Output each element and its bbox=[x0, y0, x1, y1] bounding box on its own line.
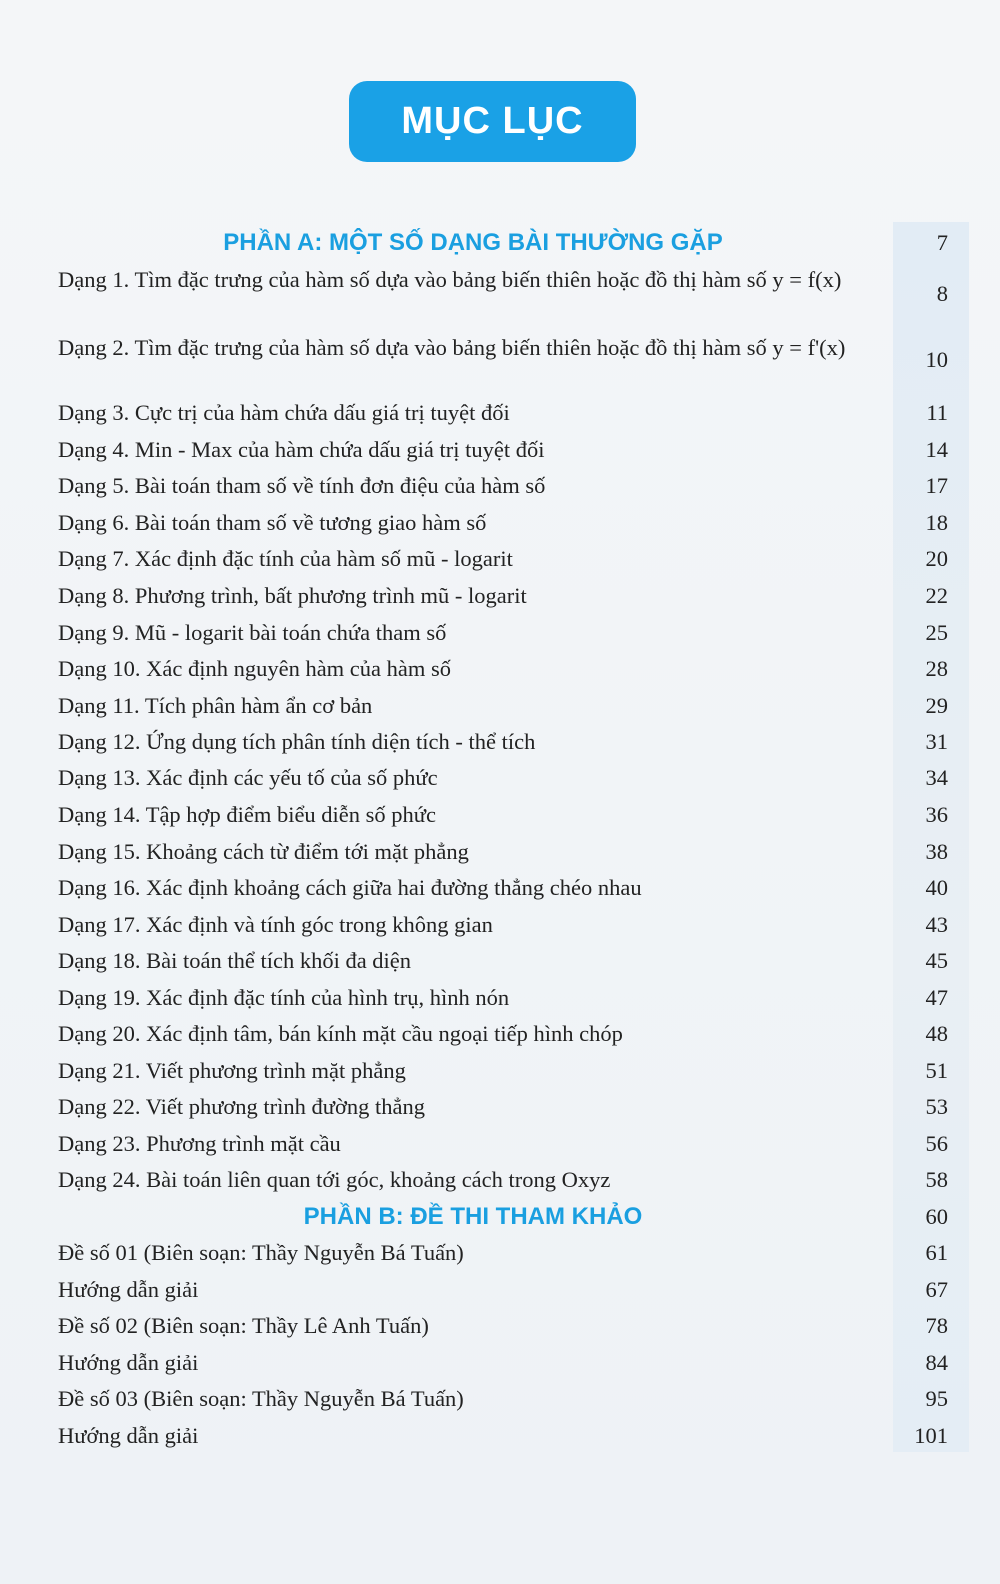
toc-entry-label: Dạng 13. Xác định các yếu tố của số phức bbox=[58, 765, 438, 790]
toc-entry-page: 14 bbox=[925, 437, 948, 462]
section-heading-page: 7 bbox=[936, 230, 948, 255]
toc-entry-page: 95 bbox=[925, 1386, 948, 1411]
toc-entry-page: 53 bbox=[925, 1094, 948, 1119]
toc-entry-label: Dạng 15. Khoảng cách từ điểm tới mặt phẳng bbox=[58, 839, 469, 864]
toc-entry-page: 17 bbox=[925, 473, 948, 498]
toc-entry-label: Dạng 14. Tập hợp điểm biểu diễn số phức bbox=[58, 802, 436, 827]
toc-entry[interactable] bbox=[58, 945, 948, 977]
toc-entry[interactable] bbox=[58, 1018, 948, 1050]
toc-entry-label: Dạng 19. Xác định đặc tính của hình trụ, hình nón bbox=[58, 985, 510, 1010]
toc-entry-label: Dạng 2. Tìm đặc trưng của hàm số dựa vào bảng biến thiên hoặc đồ thị hàm số y = f'(x) bbox=[58, 335, 846, 360]
toc-entry[interactable] bbox=[58, 507, 948, 539]
toc-entry-page: 11 bbox=[926, 400, 948, 425]
toc-entry-page: 78 bbox=[925, 1313, 948, 1338]
toc-entry-label: Đề số 02 (Biên soạn: Thầy Lê Anh Tuấn) bbox=[58, 1313, 429, 1338]
toc-entry[interactable] bbox=[58, 332, 948, 396]
toc-entry-label: Dạng 6. Bài toán tham số về tương giao hàm số bbox=[58, 510, 487, 535]
toc-entry-page: 29 bbox=[925, 693, 948, 718]
toc-entry-label: Dạng 23. Phương trình mặt cầu bbox=[58, 1131, 341, 1156]
toc-entry-page: 31 bbox=[925, 729, 948, 754]
toc-entry[interactable] bbox=[58, 1274, 948, 1306]
toc-entry-label: Dạng 24. Bài toán liên quan tới góc, khoảng cách trong Oxyz bbox=[58, 1167, 611, 1192]
toc-entry-page: 36 bbox=[925, 802, 948, 827]
toc-entry[interactable] bbox=[58, 543, 948, 575]
toc-entry[interactable] bbox=[58, 872, 948, 904]
toc-entry-label: Đề số 01 (Biên soạn: Thầy Nguyễn Bá Tuấn) bbox=[58, 1240, 464, 1265]
toc-entry[interactable] bbox=[58, 580, 948, 612]
toc-entry-page: 18 bbox=[925, 510, 948, 535]
toc-entry-label: Dạng 12. Ứng dụng tích phân tính diện tích - thể tích bbox=[58, 729, 536, 754]
toc-entry[interactable] bbox=[58, 762, 948, 794]
toc-entry-page: 22 bbox=[925, 583, 948, 608]
toc-entry-page: 10 bbox=[925, 347, 948, 372]
toc-entry-label: Dạng 20. Xác định tâm, bán kính mặt cầu ngoại tiếp hình chóp bbox=[58, 1021, 623, 1046]
toc-entry[interactable] bbox=[58, 982, 948, 1014]
toc-entry-page: 101 bbox=[914, 1423, 948, 1448]
toc-entry-page: 51 bbox=[925, 1058, 948, 1083]
toc-entry[interactable] bbox=[58, 1164, 948, 1196]
toc-entry[interactable] bbox=[58, 264, 948, 328]
toc-entry-page: 47 bbox=[925, 985, 948, 1010]
toc-entry-label: Dạng 10. Xác định nguyên hàm của hàm số bbox=[58, 656, 452, 681]
toc-entry[interactable] bbox=[58, 1091, 948, 1123]
toc-entry-page: 40 bbox=[925, 875, 948, 900]
toc-entry-label: Dạng 22. Viết phương trình đường thẳng bbox=[58, 1094, 426, 1119]
section-heading-label: PHẦN A: MỘT SỐ DẠNG BÀI THƯỜNG GẶP bbox=[223, 229, 723, 256]
toc-entry-label: Dạng 9. Mũ - logarit bài toán chứa tham số bbox=[58, 620, 447, 645]
section-heading-page: 60 bbox=[925, 1204, 948, 1229]
toc-entry[interactable] bbox=[58, 1383, 948, 1415]
toc-entry[interactable] bbox=[58, 1310, 948, 1342]
toc-entry-page: 38 bbox=[925, 839, 948, 864]
section-heading-part-a bbox=[58, 226, 948, 260]
toc-entry-label: Hướng dẫn giải bbox=[58, 1350, 199, 1375]
toc-entry[interactable] bbox=[58, 1128, 948, 1160]
toc-entry[interactable] bbox=[58, 799, 948, 831]
toc-entry[interactable] bbox=[58, 909, 948, 941]
toc-entry-label: Dạng 18. Bài toán thể tích khối đa diện bbox=[58, 948, 412, 973]
toc-entry-page: 28 bbox=[925, 656, 948, 681]
toc-entry-label: Dạng 8. Phương trình, bất phương trình mũ - logarit bbox=[58, 583, 527, 608]
toc-entry[interactable] bbox=[58, 617, 948, 649]
toc-entry[interactable] bbox=[58, 470, 948, 502]
toc-entry-page: 8 bbox=[936, 281, 948, 306]
toc-entry[interactable] bbox=[58, 1055, 948, 1087]
toc-entry-page: 43 bbox=[925, 912, 948, 937]
toc-entry-label: Dạng 4. Min - Max của hàm chứa dấu giá trị tuyệt đối bbox=[58, 437, 545, 462]
toc-entry[interactable] bbox=[58, 1347, 948, 1379]
toc-entry-label: Dạng 3. Cực trị của hàm chứa dấu giá trị tuyệt đối bbox=[58, 400, 510, 425]
toc-entry[interactable] bbox=[58, 653, 948, 685]
section-heading-part-b bbox=[58, 1200, 948, 1234]
toc-entry-label: Dạng 7. Xác định đặc tính của hàm số mũ - logarit bbox=[58, 546, 513, 571]
page-title: MỤC LỤC bbox=[349, 81, 636, 162]
toc-entry-page: 61 bbox=[925, 1240, 948, 1265]
toc-entry-label: Dạng 1. Tìm đặc trưng của hàm số dựa vào bảng biến thiên hoặc đồ thị hàm số y = f(x) bbox=[58, 267, 842, 292]
toc-entry-page: 45 bbox=[925, 948, 948, 973]
toc-entry-label: Dạng 17. Xác định và tính góc trong không gian bbox=[58, 912, 493, 937]
toc-entry-label: Đề số 03 (Biên soạn: Thầy Nguyễn Bá Tuấn) bbox=[58, 1386, 464, 1411]
toc-entry-label: Dạng 11. Tích phân hàm ẩn cơ bản bbox=[58, 693, 373, 718]
toc-entry-label: Dạng 5. Bài toán tham số về tính đơn điệu của hàm số bbox=[58, 473, 546, 498]
toc-entry-page: 67 bbox=[925, 1277, 948, 1302]
toc-entry-label: Dạng 16. Xác định khoảng cách giữa hai đường thẳng chéo nhau bbox=[58, 875, 642, 900]
toc-entry[interactable] bbox=[58, 726, 948, 758]
toc-entry-page: 34 bbox=[925, 765, 948, 790]
toc-entry[interactable] bbox=[58, 1420, 948, 1452]
toc-entry-label: Hướng dẫn giải bbox=[58, 1277, 199, 1302]
toc-entry[interactable] bbox=[58, 434, 948, 466]
toc-entry-page: 20 bbox=[925, 546, 948, 571]
toc-entry-label: Dạng 21. Viết phương trình mặt phẳng bbox=[58, 1058, 406, 1083]
toc-entry-page: 58 bbox=[925, 1167, 948, 1192]
toc-entry[interactable] bbox=[58, 836, 948, 868]
toc-entry-page: 84 bbox=[925, 1350, 948, 1375]
toc-entry-page: 56 bbox=[925, 1131, 948, 1156]
toc-entry-page: 48 bbox=[925, 1021, 948, 1046]
toc-entry[interactable] bbox=[58, 1237, 948, 1269]
toc-entry-page: 25 bbox=[925, 620, 948, 645]
toc-entry-label: Hướng dẫn giải bbox=[58, 1423, 199, 1448]
section-heading-label: PHẦN B: ĐỀ THI THAM KHẢO bbox=[303, 1203, 643, 1230]
toc-entry[interactable] bbox=[58, 690, 948, 722]
toc-entry[interactable] bbox=[58, 397, 948, 429]
